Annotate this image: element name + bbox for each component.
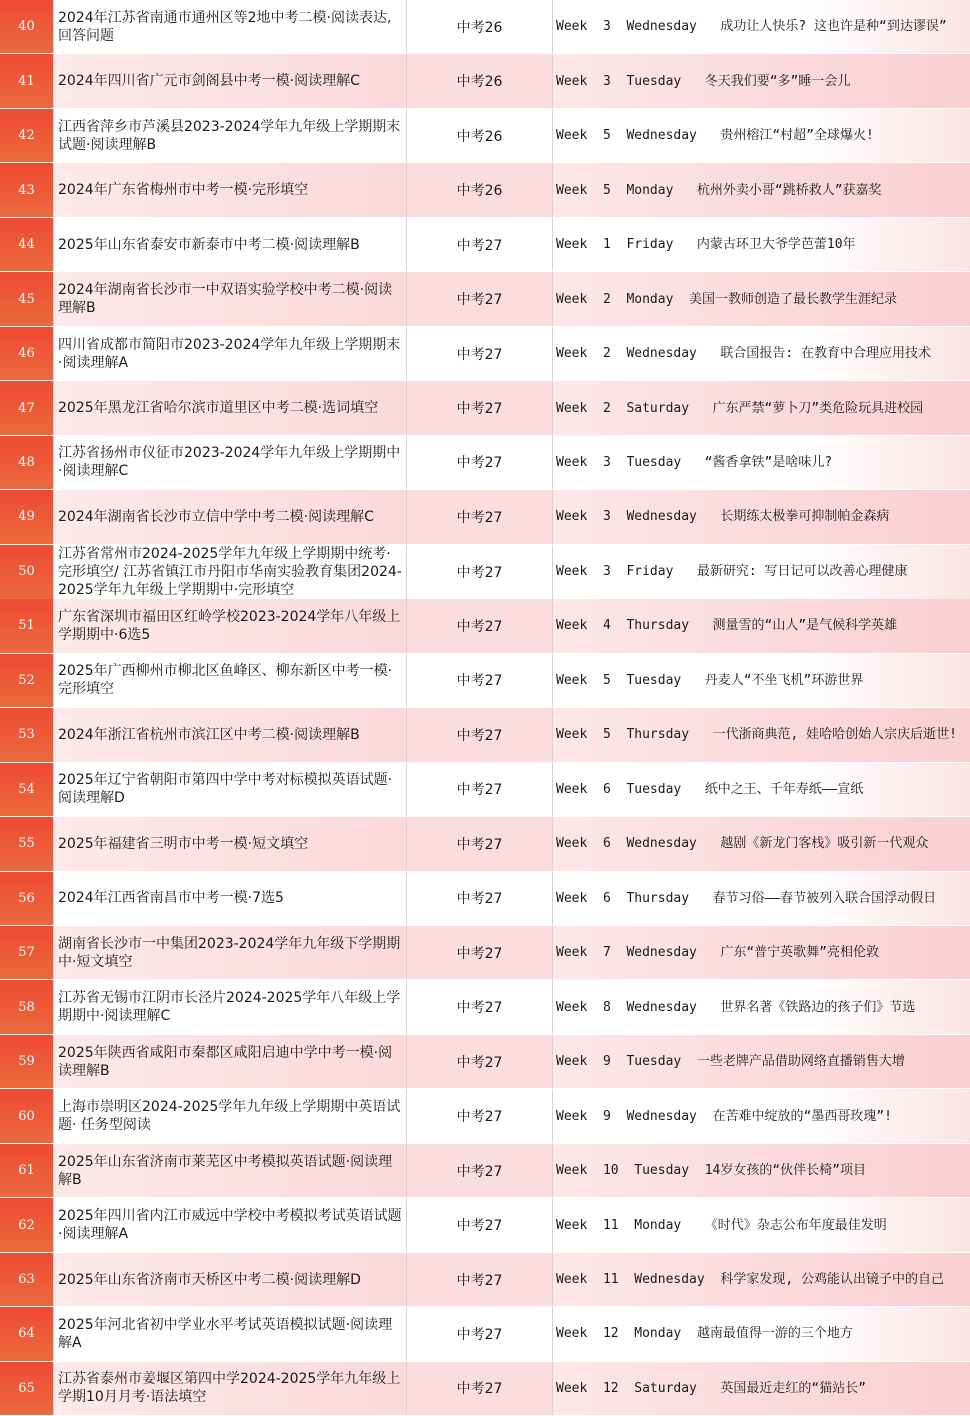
row-number: 55 [0,817,53,870]
exam-level: 中考26 [407,109,553,162]
week-topic: Week 11 Wednesday 科学家发现, 公鸡能认出镜子中的自己 [553,1253,970,1306]
table-row [0,109,970,163]
source-title: 广东省深圳市福田区红岭学校2023-2024学年八年级上学期期中·6选5 [53,599,407,652]
exam-level: 中考26 [407,163,553,216]
row-number: 53 [0,708,53,761]
week-topic: Week 10 Tuesday 14岁女孩的“伙伴长椅”项目 [553,1144,970,1197]
exam-level: 中考27 [407,436,553,489]
week-topic: Week 1 Friday 内蒙古环卫大爷学芭蕾10年 [553,218,970,271]
week-topic: Week 3 Tuesday 冬天我们要“多”睡一会儿 [553,54,970,107]
table-row [0,599,970,653]
exam-level: 中考27 [407,381,553,434]
row-number: 42 [0,109,53,162]
week-topic: Week 2 Wednesday 联合国报告: 在教育中合理应用技术 [553,327,970,380]
source-title: 2024年浙江省杭州市滨江区中考二模·阅读理解B [53,708,407,761]
table-row [0,1362,970,1416]
row-number: 58 [0,980,53,1033]
table-row [0,872,970,926]
table-row [0,0,970,54]
week-topic: Week 3 Friday 最新研究: 写日记可以改善心理健康 [553,545,970,599]
table-row [0,272,970,326]
week-topic: Week 2 Monday 美国一教师创造了最长教学生涯纪录 [553,272,970,325]
week-topic: Week 2 Saturday 广东严禁“萝卜刀”类危险玩具进校园 [553,381,970,434]
source-title: 2024年广东省梅州市中考一模·完形填空 [53,163,407,216]
exam-level: 中考27 [407,980,553,1033]
row-number: 49 [0,490,53,543]
table-row [0,163,970,217]
exam-level: 中考26 [407,0,553,53]
row-number: 40 [0,0,53,53]
row-number: 65 [0,1362,53,1415]
week-topic: Week 12 Saturday 英国最近走红的“猫站长” [553,1362,970,1415]
source-title: 2025年山东省泰安市新泰市中考二模·阅读理解B [53,218,407,271]
exam-level: 中考27 [407,1198,553,1251]
source-title: 2025年黑龙江省哈尔滨市道里区中考二模·选词填空 [53,381,407,434]
row-number: 56 [0,872,53,925]
exam-level: 中考27 [407,1035,553,1088]
week-topic: Week 12 Monday 越南最值得一游的三个地方 [553,1307,970,1360]
source-title: 湖南省长沙市一中集团2023-2024学年九年级下学期期中·短文填空 [53,926,407,979]
exam-level: 中考26 [407,54,553,107]
exam-level: 中考27 [407,708,553,761]
source-title: 2025年陕西省咸阳市秦都区咸阳启迪中学中考一模·阅读理解B [53,1035,407,1088]
exam-level: 中考27 [407,218,553,271]
source-title: 2024年四川省广元市剑阁县中考一模·阅读理解C [53,54,407,107]
exam-level: 中考27 [407,1253,553,1306]
row-number: 41 [0,54,53,107]
exam-level: 中考27 [407,1144,553,1197]
week-topic: Week 4 Thursday 测量雪的“山人”是气候科学英雄 [553,599,970,652]
exam-level: 中考27 [407,599,553,652]
table-row [0,763,970,817]
table-row [0,545,970,599]
week-topic: Week 6 Wednesday 越剧《新龙门客栈》吸引新一代观众 [553,817,970,870]
week-topic: Week 3 Wednesday 长期练太极拳可抑制帕金森病 [553,490,970,543]
table-row [0,926,970,980]
exam-level: 中考27 [407,327,553,380]
week-topic: Week 6 Tuesday 纸中之王、千年寿纸——宣纸 [553,763,970,816]
table-row [0,327,970,381]
week-topic: Week 5 Thursday 一代浙商典范, 娃哈哈创始人宗庆后逝世! [553,708,970,761]
exam-level: 中考27 [407,926,553,979]
table-row [0,980,970,1034]
row-number: 43 [0,163,53,216]
table-row [0,436,970,490]
table-row [0,490,970,544]
week-topic: Week 9 Tuesday 一些老牌产品借助网络直播销售大增 [553,1035,970,1088]
row-number: 62 [0,1198,53,1251]
source-title: 江苏省扬州市仪征市2023-2024学年九年级上学期期中·阅读理解C [53,436,407,489]
source-title: 江西省萍乡市芦溪县2023-2024学年九年级上学期期末试题·阅读理解B [53,109,407,162]
source-title: 2025年广西柳州市柳北区鱼峰区、柳东新区中考一模·完形填空 [53,654,407,707]
row-number: 44 [0,218,53,271]
source-title: 2025年河北省初中学业水平考试英语模拟试题·阅读理解A [53,1307,407,1360]
week-topic: Week 11 Monday 《时代》杂志公布年度最佳发明 [553,1198,970,1251]
table-row [0,654,970,708]
table-row [0,54,970,108]
week-topic: Week 5 Tuesday 丹麦人“不坐飞机”环游世界 [553,654,970,707]
row-number: 45 [0,272,53,325]
row-number: 52 [0,654,53,707]
source-title: 2025年辽宁省朝阳市第四中学中考对标模拟英语试题·阅读理解D [53,763,407,816]
source-title: 2024年江西省南昌市中考一模·7选5 [53,872,407,925]
source-title: 2025年山东省济南市天桥区中考二模·阅读理解D [53,1253,407,1306]
table-row [0,1144,970,1198]
row-number: 60 [0,1089,53,1142]
row-number: 47 [0,381,53,434]
exam-level: 中考27 [407,817,553,870]
row-number: 57 [0,926,53,979]
row-number: 54 [0,763,53,816]
exam-level: 中考27 [407,1362,553,1415]
source-title: 江苏省泰州市姜堰区第四中学2024-2025学年九年级上学期10月月考·语法填空 [53,1362,407,1415]
table-row [0,708,970,762]
week-topic: Week 6 Thursday 春节习俗——春节被列入联合国浮动假日 [553,872,970,925]
row-number: 64 [0,1307,53,1360]
week-topic: Week 9 Wednesday 在苦难中绽放的“墨西哥玫瑰”! [553,1089,970,1142]
table-row [0,218,970,272]
source-title: 2025年四川省内江市威远中学校中考模拟考试英语试题·阅读理解A [53,1198,407,1251]
row-number: 51 [0,599,53,652]
table-row [0,1035,970,1089]
source-title: 2024年湖南省长沙市立信中学中考二模·阅读理解C [53,490,407,543]
source-title: 2025年山东省济南市莱芜区中考模拟英语试题·阅读理解B [53,1144,407,1197]
week-topic: Week 3 Tuesday “酱香拿铁”是啥味儿? [553,436,970,489]
week-topic: Week 8 Wednesday 世界名著《铁路边的孩子们》节选 [553,980,970,1033]
source-title: 2024年江苏省南通市通州区等2地中考二模·阅读表达, 回答问题 [53,0,407,53]
exam-level: 中考27 [407,654,553,707]
row-number: 48 [0,436,53,489]
source-title: 上海市崇明区2024-2025学年九年级上学期期中英语试题· 任务型阅读 [53,1089,407,1142]
source-title: 2024年湖南省长沙市一中双语实验学校中考二模·阅读理解B [53,272,407,325]
table-row [0,1307,970,1361]
source-title: 江苏省无锡市江阴市长泾片2024-2025学年八年级上学期期中·阅读理解C [53,980,407,1033]
exam-level: 中考27 [407,272,553,325]
exam-level: 中考27 [407,872,553,925]
source-title: 四川省成都市简阳市2023-2024学年九年级上学期期末·阅读理解A [53,327,407,380]
exam-level: 中考27 [407,1307,553,1360]
source-title: 2025年福建省三明市中考一模·短文填空 [53,817,407,870]
exam-level: 中考27 [407,1089,553,1142]
week-topic: Week 3 Wednesday 成功让人快乐? 这也许是种“到达谬误” [553,0,970,53]
row-number: 61 [0,1144,53,1197]
table-row [0,817,970,871]
row-number: 50 [0,545,53,599]
exam-level: 中考27 [407,763,553,816]
table-row [0,1253,970,1307]
week-topic: Week 5 Wednesday 贵州榕江“村超”全球爆火! [553,109,970,162]
exam-level: 中考27 [407,545,553,599]
source-title: 江苏省常州市2024-2025学年九年级上学期期中统考·完形填空/ 江苏省镇江市丹阳市华南实验教育集团2024-2025学年九年级上学期期中·完形填空 [53,545,407,599]
week-topic: Week 5 Monday 杭州外卖小哥“跳桥救人”获嘉奖 [553,163,970,216]
week-topic: Week 7 Wednesday 广东“普宁英歌舞”亮相伦敦 [553,926,970,979]
row-number: 63 [0,1253,53,1306]
table-row [0,381,970,435]
row-number: 59 [0,1035,53,1088]
row-number: 46 [0,327,53,380]
table-row [0,1089,970,1143]
table-row [0,1198,970,1252]
exam-level: 中考27 [407,490,553,543]
